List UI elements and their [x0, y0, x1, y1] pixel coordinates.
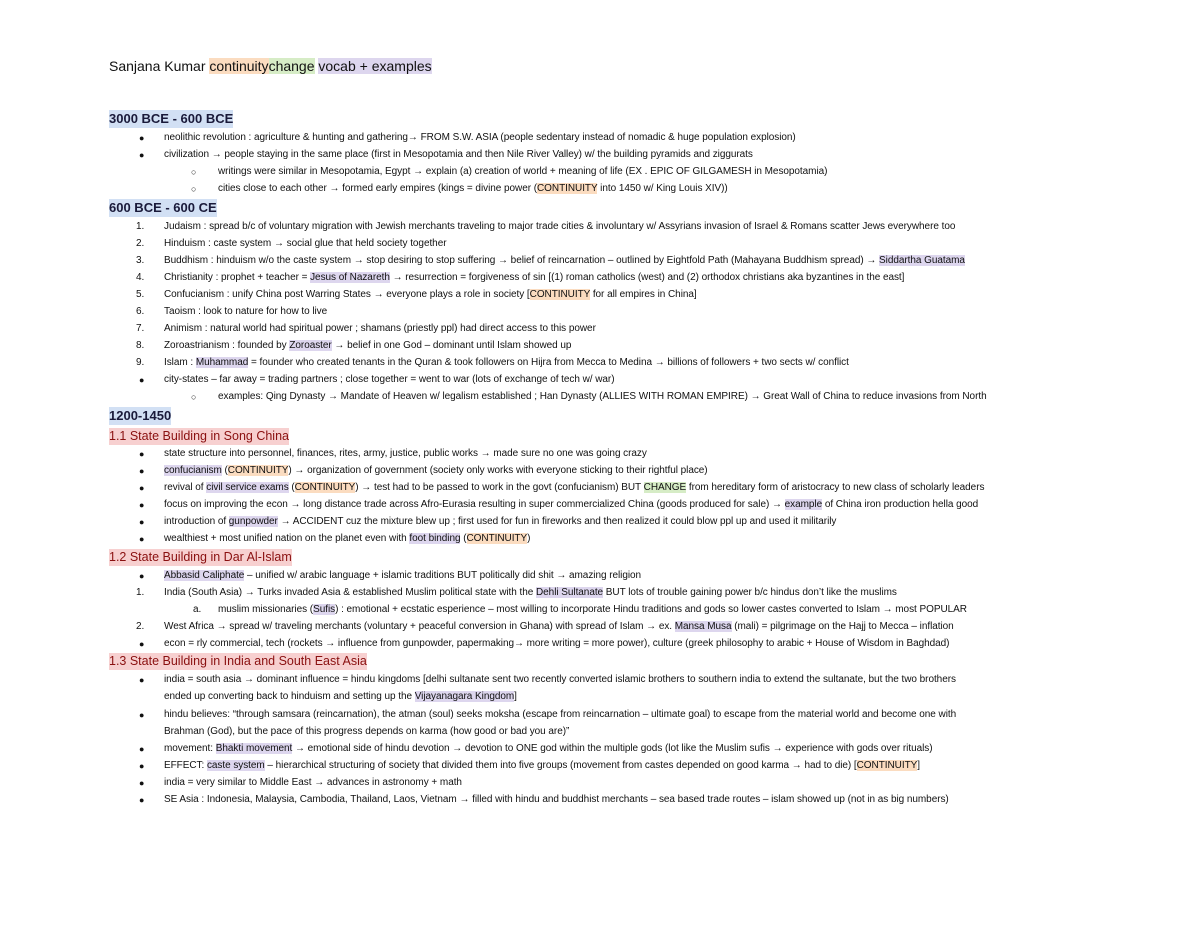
text-span: → ACCIDENT cuz the mixture blew up ; first used for fun in fireworks and then realized it could blow ppl up and used it militarily	[277, 516, 837, 527]
continuity-tag: CONTINUITY	[227, 465, 289, 476]
list-item: india = very similar to Middle East → advances in astronomy + math	[164, 777, 462, 788]
number-marker: 2.	[136, 238, 145, 249]
list-item	[164, 464, 708, 478]
text-span: of China iron production hella good	[822, 499, 979, 510]
text-span: Christianity : prophet + teacher =	[164, 272, 311, 283]
continuity-label: continuity	[209, 58, 269, 74]
text-span: movement:	[164, 743, 216, 754]
section-heading-song-china: 1.1 State Building in Song China	[109, 429, 289, 443]
list-item: civilization → people staying in the same place (first in Mesopotamia and then Nile River Valley) w/ the building pyramids and ziggurats	[164, 149, 753, 160]
list-item	[164, 569, 641, 583]
text-span: = founder who created tenants in the Quran & took followers on Hijra from Mecca to Medina → billions of followers + two sects w/ conflict	[248, 357, 849, 368]
list-item	[164, 532, 530, 546]
bullet-marker: ●	[139, 534, 145, 544]
vocab-term: Zoroaster	[289, 340, 332, 351]
number-marker: 7.	[136, 323, 145, 334]
bullet-marker: ●	[139, 795, 145, 805]
list-item: city-states – far away = trading partners ; close together = went to war (lots of exchange of tech w/ war)	[164, 374, 615, 385]
circle-marker: ○	[191, 184, 197, 194]
author-name: Sanjana Kumar	[109, 58, 206, 74]
list-item	[164, 620, 954, 634]
number-marker: 6.	[136, 306, 145, 317]
list-item: Judaism : spread b/c of voluntary migration with Jewish merchants traveling to major trade cities & involuntary w/ Assyrians invasion of Israel & Romans scatter Jews everywhere too	[164, 221, 956, 232]
text-span: ) → organization of government (society only works with everyone sticking to their rightful place)	[288, 465, 708, 476]
list-item	[164, 759, 920, 773]
bullet-marker: ●	[139, 466, 145, 476]
vocab-term: gunpowder	[228, 516, 278, 527]
text-span: India (South Asia) → Turks invaded Asia & established Muslim political state with the	[164, 587, 536, 598]
text-span: → emotional side of hindu devotion → devotion to ONE god within the multiple gods (lot like the Muslim sufis → experience with gods over rituals)	[292, 743, 933, 754]
text-span: ]	[514, 691, 517, 702]
vocab-term: civil service exams	[206, 482, 289, 493]
list-item	[164, 339, 571, 353]
circle-marker: ○	[191, 167, 197, 177]
text-span: focus on improving the econ → long distance trade across Afro-Eurasia resulting in super commercialized China (goods produced for sale) →	[164, 499, 785, 510]
text-span: EFFECT:	[164, 760, 207, 771]
bullet-marker: ●	[139, 744, 145, 754]
list-item: Taoism : look to nature for how to live	[164, 306, 328, 317]
section-heading-dar-al-islam: 1.2 State Building in Dar Al-Islam	[109, 550, 292, 564]
text-span: – unified w/ arabic language + islamic traditions BUT politically did shit → amazing religion	[244, 570, 642, 581]
bullet-marker: ●	[139, 150, 145, 160]
number-marker: 5.	[136, 289, 145, 300]
text-span: into 1450 w/ King Louis XIV))	[597, 183, 728, 194]
text-span: (	[460, 533, 467, 544]
continuity-tag: CONTINUITY	[529, 289, 591, 300]
vocab-term: confucianism	[164, 465, 222, 476]
vocab-term: example	[784, 499, 823, 510]
text-span: Islam :	[164, 357, 196, 368]
list-item: econ = rly commercial, tech (rockets → influence from gunpowder, papermaking→ more writing = more power), culture (greek philosophy to arabic + House of Wisdom in Baghdad)	[164, 638, 950, 649]
vocab-term: Vijayanagara Kingdom	[414, 691, 515, 702]
text-span: → belief in one God – dominant until Islam showed up	[331, 340, 572, 351]
vocab-term: Mansa Musa	[674, 621, 732, 632]
vocab-term: foot binding	[409, 533, 461, 544]
list-item-continuation: Brahman (God), but the pace of this progress depends on karma (how good or bad you are)”	[164, 726, 570, 737]
text-span: (	[288, 482, 295, 493]
text-span: (	[221, 465, 228, 476]
bullet-marker: ●	[139, 500, 145, 510]
text-span: Buddhism : hinduism w/o the caste system → stop desiring to stop suffering → belief of reincarnation – outlined by Eightfold Path (Mahayana Buddhism spread) →	[164, 255, 880, 266]
vocab-term: Muhammad	[195, 357, 249, 368]
vocab-term: Sufis	[313, 604, 336, 615]
list-item	[164, 515, 836, 529]
bullet-marker: ●	[139, 483, 145, 493]
text-span: )	[527, 533, 531, 544]
era-heading-600bce: 600 BCE - 600 CE	[109, 200, 217, 215]
bullet-marker: ●	[139, 761, 145, 771]
bullet-marker: ●	[139, 375, 145, 385]
text-span: BUT lots of trouble gaining power b/c hindus don’t like the muslims	[603, 587, 897, 598]
text-span: revival of	[164, 482, 207, 493]
text-span: ended up converting back to hinduism and setting up the	[164, 691, 415, 702]
text-span: Confucianism : unify China post Warring States → everyone plays a role in society [	[164, 289, 530, 300]
section-heading-india-se-asia: 1.3 State Building in India and South East Asia	[109, 654, 367, 668]
list-item: examples: Qing Dynasty → Mandate of Heaven w/ legalism established ; Han Dynasty (ALLIES WITH ROMAN EMPIRE) → Great Wall of China to reduce invasions from North	[218, 391, 987, 402]
vocab-label: vocab + examples	[318, 58, 432, 74]
number-marker: 1.	[136, 221, 145, 232]
list-item	[164, 742, 933, 756]
list-item: india = south asia → dominant influence = hindu kingdoms [delhi sultanate sent two recently converted islamic brothers to southern india to extend the sultanate, but the two brothers	[164, 674, 956, 685]
list-item: neolithic revolution : agriculture & hunting and gathering→ FROM S.W. ASIA (people sedentary instead of nomadic & huge population explosion)	[164, 132, 796, 143]
era-heading-3000bce: 3000 BCE - 600 BCE	[109, 111, 234, 126]
letter-marker: a.	[193, 604, 202, 615]
list-item: SE Asia : Indonesia, Malaysia, Cambodia, Thailand, Laos, Vietnam → filled with hindu and buddhist merchants – sea based trade routes – islam showed up (not in as big numbers)	[164, 794, 949, 805]
text-span: ) → test had to be passed to work in the govt (confucianism) BUT	[355, 482, 644, 493]
list-item	[164, 356, 849, 370]
text-span: West Africa → spread w/ traveling merchants (voluntary + peaceful conversion in Ghana) with spread of Islam → ex.	[164, 621, 675, 632]
number-marker: 3.	[136, 255, 145, 266]
number-marker: 2.	[136, 621, 145, 632]
list-item	[164, 481, 984, 495]
bullet-marker: ●	[139, 675, 145, 685]
text-span: muslim missionaries (	[218, 604, 314, 615]
number-marker: 4.	[136, 272, 145, 283]
text-span: → resurrection = forgiveness of sin [(1) roman catholics (west) and (2) orthodox christians aka byzantines in the east]	[389, 272, 905, 283]
list-item	[164, 288, 697, 302]
list-item: writings were similar in Mesopotamia, Egypt → explain (a) creation of world + meaning of life (EX . EPIC OF GILGAMESH in Mesopotamia)	[218, 166, 828, 177]
text-span: – hierarchical structuring of society that divided them into five groups (movement from castes depended on good karma → had to die) [	[264, 760, 857, 771]
bullet-marker: ●	[139, 710, 145, 720]
vocab-term: Dehli Sultanate	[536, 587, 604, 598]
vocab-term: Bhakti movement	[215, 743, 293, 754]
era-heading-1200: 1200-1450	[109, 408, 172, 423]
continuity-tag: CONTINUITY	[294, 482, 356, 493]
vocab-term: caste system	[206, 760, 265, 771]
change-tag: CHANGE	[643, 482, 687, 493]
bullet-marker: ●	[139, 571, 145, 581]
bullet-marker: ●	[139, 517, 145, 527]
change-label: change	[268, 58, 315, 74]
list-item	[218, 603, 967, 617]
text-span: cities close to each other → formed early empires (kings = divine power (	[218, 183, 537, 194]
text-span: introduction of	[164, 516, 229, 527]
text-span: ) : emotional + ecstatic esperience – most willing to incorporate Hindu traditions and gods so lower castes converted to Islam → most POPULAR	[335, 604, 967, 615]
vocab-term: Siddartha Guatama	[879, 255, 965, 266]
list-item	[164, 498, 978, 512]
text-span: Zoroastrianism : founded by	[164, 340, 290, 351]
bullet-marker: ●	[139, 449, 145, 459]
list-item: Animism : natural world had spiritual power ; shamans (priestly ppl) had direct access to this power	[164, 323, 596, 334]
text-span: for all empires in China]	[590, 289, 697, 300]
number-marker: 9.	[136, 357, 145, 368]
number-marker: 1.	[136, 587, 145, 598]
list-item: hindu believes: “through samsara (reincarnation), the atman (soul) seeks moksha (escape from reincarnation – ultimate goal) to escape from the material world and become one with	[164, 709, 957, 720]
circle-marker: ○	[191, 392, 197, 402]
list-item	[164, 271, 904, 285]
vocab-term: Abbasid Caliphate	[164, 570, 245, 581]
text-span: from hereditary form of aristocracy to new class of scholarly leaders	[686, 482, 985, 493]
text-span: (mali) = pilgrimage on the Hajj to Mecca – inflation	[731, 621, 954, 632]
continuity-tag: CONTINUITY	[537, 183, 598, 194]
continuity-tag: CONTINUITY	[856, 760, 918, 771]
list-item: Hinduism : caste system → social glue that held society together	[164, 238, 447, 249]
bullet-marker: ●	[139, 778, 145, 788]
text-span: wealthiest + most unified nation on the planet even with	[164, 533, 410, 544]
list-item-continuation	[164, 690, 517, 704]
text-span: ]	[917, 760, 920, 771]
list-item	[164, 254, 965, 268]
continuity-tag: CONTINUITY	[466, 533, 528, 544]
bullet-marker: ●	[139, 639, 145, 649]
list-item	[164, 586, 897, 600]
list-item: state structure into personnel, finances, rites, army, justice, public works → made sure no one was going crazy	[164, 448, 647, 459]
vocab-term: Jesus of Nazareth	[310, 272, 390, 283]
list-item	[218, 182, 728, 196]
bullet-marker: ●	[139, 133, 145, 143]
number-marker: 8.	[136, 340, 145, 351]
document-title	[109, 57, 432, 76]
